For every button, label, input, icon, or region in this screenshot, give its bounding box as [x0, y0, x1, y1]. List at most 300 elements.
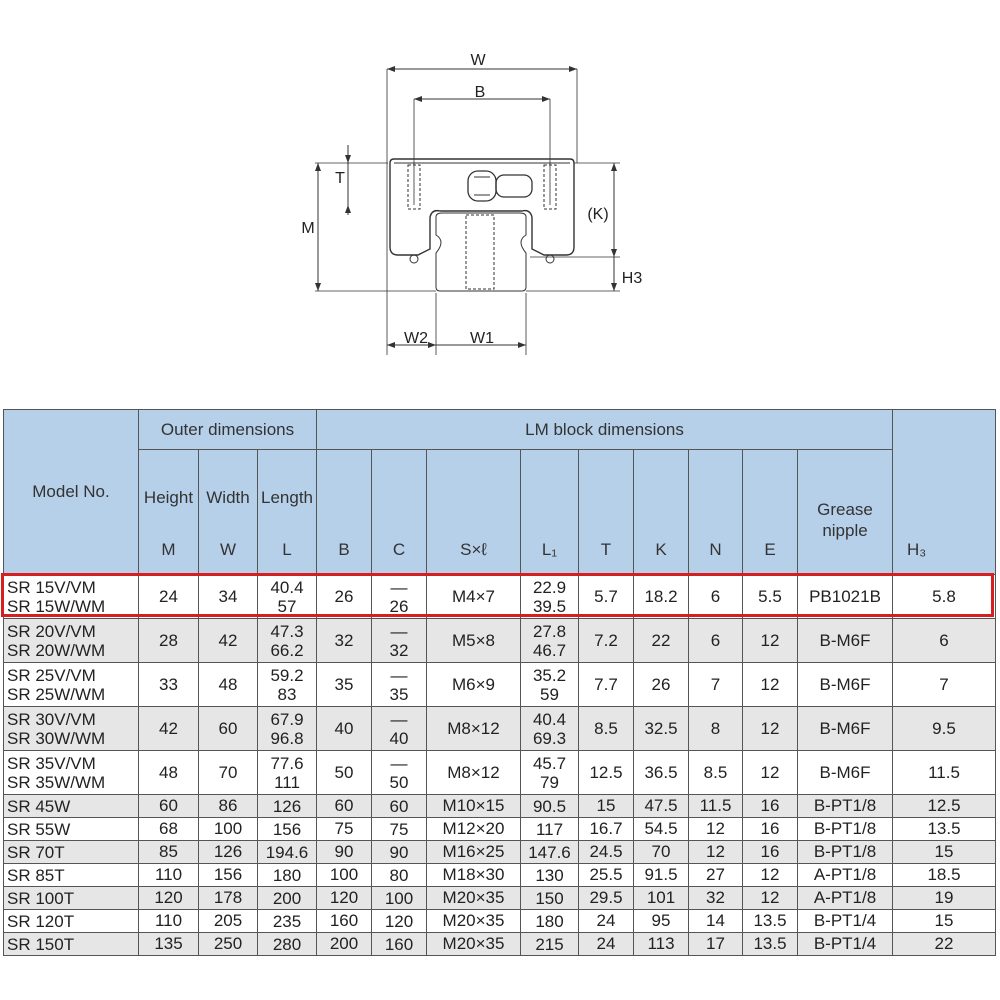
cell-T: 15: [579, 795, 634, 818]
cell-N: 32: [689, 887, 743, 910]
cell-model-line: SR 35W/WM: [7, 772, 106, 792]
cell-model-line: SR 30W/WM: [7, 728, 106, 748]
cell-L1: [521, 818, 579, 841]
cell-stack: [258, 866, 316, 885]
header-N-cell: [689, 450, 743, 575]
cell-C-line: 75: [389, 819, 409, 839]
cell-grease: A-PT1/8: [798, 864, 893, 887]
cell-stack: [521, 710, 578, 748]
cell-S: M20×35: [427, 933, 521, 956]
cell-L1: [521, 751, 579, 795]
cell-H3: 15: [893, 910, 996, 933]
table-row: [4, 887, 996, 910]
cell-stack: [7, 797, 138, 816]
cell-L-line: 67.9: [270, 709, 304, 729]
cell-stack: [7, 710, 138, 748]
cell-model: [4, 841, 139, 864]
cell-B: 32: [317, 619, 372, 663]
cell-stack: [372, 912, 426, 931]
cell-model-line: SR 20W/WM: [7, 640, 106, 660]
cell-model-line: SR 25V/VM: [7, 665, 96, 685]
cell-L-line: 96.8: [270, 728, 304, 748]
cell-stack: [7, 889, 138, 908]
cell-L1-line: 79: [540, 772, 559, 792]
cell-T: 16.7: [579, 818, 634, 841]
cell-stack: [258, 710, 316, 748]
cell-C: [372, 887, 427, 910]
cell-L1-line: 150: [535, 888, 564, 908]
cell-grease: B-PT1/8: [798, 795, 893, 818]
cell-N: 8.5: [689, 751, 743, 795]
cell-N: 12: [689, 841, 743, 864]
cell-E: 16: [743, 795, 798, 818]
cell-B: 160: [317, 910, 372, 933]
cell-C-line: 35: [389, 684, 409, 704]
cell-H3: 11.5: [893, 751, 996, 795]
cell-N: 7: [689, 663, 743, 707]
cell-C-line: 80: [389, 865, 409, 885]
cell-stack: [372, 622, 426, 660]
cell-L1: [521, 707, 579, 751]
cell-model: [4, 751, 139, 795]
cell-B: 200: [317, 933, 372, 956]
cell-C: [372, 575, 427, 619]
cell-C: [372, 818, 427, 841]
cell-K: 70: [634, 841, 689, 864]
cell-stack: [521, 820, 578, 839]
cell-model-line: SR 20V/VM: [7, 621, 96, 641]
cell-E: 12: [743, 707, 798, 751]
cell-L-line: 180: [272, 865, 302, 885]
cell-stack: [258, 578, 316, 616]
header-T: T: [600, 540, 612, 559]
cell-L1-line: 46.7: [532, 640, 567, 660]
cell-K: 113: [634, 933, 689, 956]
label-W2: W2: [404, 330, 428, 347]
cell-M: 60: [139, 795, 199, 818]
cell-T: 24: [579, 910, 634, 933]
cell-S: M8×12: [427, 707, 521, 751]
cell-M: 120: [139, 887, 199, 910]
cell-C: [372, 910, 427, 933]
dimension-table: [3, 409, 996, 956]
header-N: N: [709, 540, 722, 559]
header-W: W: [219, 540, 237, 559]
header-grease-nipple: Grease nipple: [817, 500, 873, 540]
cell-model-line: SR 100T: [7, 888, 75, 908]
cell-M: 68: [139, 818, 199, 841]
cell-C-line: 120: [384, 911, 414, 931]
cell-T: 7.7: [579, 663, 634, 707]
header-length: Length: [261, 488, 313, 507]
cell-grease: B-M6F: [798, 663, 893, 707]
cross-section-svg: [290, 45, 650, 360]
cell-C-line: 26: [389, 596, 409, 616]
cell-stack: [372, 866, 426, 885]
cell-S: M12×20: [427, 818, 521, 841]
cell-grease: B-PT1/8: [798, 818, 893, 841]
cell-S: M20×35: [427, 910, 521, 933]
label-K: (K): [587, 206, 609, 223]
cell-M: 33: [139, 663, 199, 707]
cell-L: [258, 751, 317, 795]
cell-stack: [372, 935, 426, 954]
cell-B: 50: [317, 751, 372, 795]
cell-L-line: 194.6: [265, 842, 309, 862]
cell-stack: [521, 797, 578, 816]
header-C: C: [392, 540, 406, 559]
cell-W: 100: [199, 818, 258, 841]
cell-C-line: 160: [384, 934, 414, 954]
cell-B: 60: [317, 795, 372, 818]
rail-outline: [436, 213, 526, 291]
header-h3: H₃: [907, 540, 927, 559]
cell-L-line: 59.2: [270, 665, 304, 685]
cell-stack: [521, 578, 578, 616]
cell-K: 91.5: [634, 864, 689, 887]
cell-S: M20×35: [427, 887, 521, 910]
cell-C: [372, 663, 427, 707]
cell-stack: [258, 754, 316, 792]
cell-E: 12: [743, 887, 798, 910]
cell-L1-line: 59: [540, 684, 559, 704]
cell-T: 5.7: [579, 575, 634, 619]
table-row: [4, 933, 996, 956]
cell-stack: [258, 797, 316, 816]
cell-M: 110: [139, 910, 199, 933]
cell-stack: [372, 843, 426, 862]
header-model-no: Model No.: [4, 410, 139, 575]
cell-grease: B-M6F: [798, 619, 893, 663]
cell-E: 12: [743, 619, 798, 663]
cell-H3: 6: [893, 619, 996, 663]
cell-model: [4, 663, 139, 707]
cell-L1: [521, 933, 579, 956]
cell-model-line: SR 70T: [7, 842, 65, 862]
cell-stack: [258, 820, 316, 839]
cell-M: 28: [139, 619, 199, 663]
cell-H3: 19: [893, 887, 996, 910]
cell-model-line: SR 85T: [7, 865, 65, 885]
cell-grease: PB1021B: [798, 575, 893, 619]
label-M: M: [301, 220, 315, 237]
cell-W: 34: [199, 575, 258, 619]
header-C-cell: [372, 450, 427, 575]
cell-L-line: 111: [274, 772, 300, 792]
cell-M: 85: [139, 841, 199, 864]
cell-L: [258, 933, 317, 956]
cell-stack: [372, 666, 426, 704]
cell-stack: [7, 754, 138, 792]
cell-C: [372, 707, 427, 751]
cell-L-line: 77.6: [270, 753, 304, 773]
cell-grease: B-M6F: [798, 751, 893, 795]
cell-model-line: SR 25W/WM: [7, 684, 106, 704]
header-K: K: [655, 540, 667, 559]
cell-S: M10×15: [427, 795, 521, 818]
cell-L1: [521, 663, 579, 707]
cell-C-line: 100: [384, 888, 414, 908]
table-row: [4, 575, 996, 619]
cell-L: [258, 575, 317, 619]
cell-stack: [258, 935, 316, 954]
header-T-cell: [579, 450, 634, 575]
cell-K: 18.2: [634, 575, 689, 619]
header-E: E: [764, 540, 776, 559]
cell-W: 156: [199, 864, 258, 887]
cell-B: 26: [317, 575, 372, 619]
cell-C-line: —: [390, 665, 408, 685]
cell-K: 95: [634, 910, 689, 933]
cell-model-line: SR 30V/VM: [7, 709, 96, 729]
cell-model-line: SR 15W/WM: [7, 596, 106, 616]
cell-W: 60: [199, 707, 258, 751]
cell-H3: 9.5: [893, 707, 996, 751]
cell-B: 90: [317, 841, 372, 864]
label-W: W: [470, 52, 486, 69]
cell-grease: A-PT1/8: [798, 887, 893, 910]
cell-model: [4, 795, 139, 818]
header-outer-dimensions: Outer dimensions: [139, 410, 317, 450]
cell-model: [4, 575, 139, 619]
cell-B: 35: [317, 663, 372, 707]
cell-L-line: 235: [272, 911, 302, 931]
cell-T: 7.2: [579, 619, 634, 663]
cell-B: 120: [317, 887, 372, 910]
header-height: Height: [143, 488, 194, 507]
cell-grease: B-PT1/8: [798, 841, 893, 864]
cell-T: 12.5: [579, 751, 634, 795]
cell-stack: [372, 889, 426, 908]
dimension-table-body: [4, 575, 996, 956]
cell-C-line: —: [390, 709, 408, 729]
cell-B: 75: [317, 818, 372, 841]
cell-L1-line: 69.3: [532, 728, 567, 748]
cell-stack: [372, 710, 426, 748]
cell-L1: [521, 887, 579, 910]
cell-B: 40: [317, 707, 372, 751]
cell-model-line: SR 120T: [7, 911, 75, 931]
cell-H3: 18.5: [893, 864, 996, 887]
header-E-cell: [743, 450, 798, 575]
cell-N: 14: [689, 910, 743, 933]
cell-stack: [521, 935, 578, 954]
cell-L: [258, 663, 317, 707]
cell-model: [4, 887, 139, 910]
cell-C: [372, 751, 427, 795]
cell-E: 12: [743, 864, 798, 887]
cell-M: 48: [139, 751, 199, 795]
cell-stack: [521, 889, 578, 908]
cell-stack: [372, 797, 426, 816]
cell-stack: [7, 820, 138, 839]
cell-stack: [372, 578, 426, 616]
cell-S: M4×7: [427, 575, 521, 619]
table-row: [4, 841, 996, 864]
cell-L1-line: 90.5: [532, 796, 567, 816]
cell-S: M18×30: [427, 864, 521, 887]
cell-C: [372, 795, 427, 818]
cell-C: [372, 619, 427, 663]
cell-N: 27: [689, 864, 743, 887]
cell-stack: [7, 935, 138, 954]
cell-N: 6: [689, 575, 743, 619]
cell-L1-line: 39.5: [532, 596, 567, 616]
header-height-cell: [139, 450, 199, 575]
cell-W: 250: [199, 933, 258, 956]
table-row: [4, 619, 996, 663]
cell-H3: 15: [893, 841, 996, 864]
cell-stack: [521, 912, 578, 931]
cell-H3: 13.5: [893, 818, 996, 841]
cell-model-line: SR 55W: [7, 819, 71, 839]
cell-W: 86: [199, 795, 258, 818]
cell-model: [4, 933, 139, 956]
cell-L1-line: 117: [535, 819, 564, 839]
cell-M: 110: [139, 864, 199, 887]
cell-M: 24: [139, 575, 199, 619]
table-row: [4, 910, 996, 933]
cell-stack: [258, 912, 316, 931]
cell-L1: [521, 864, 579, 887]
cell-E: 13.5: [743, 933, 798, 956]
header-SxL-cell: [427, 450, 521, 575]
header-h3-cell: [893, 410, 996, 575]
cell-model-line: SR 35V/VM: [7, 753, 96, 773]
cell-stack: [521, 666, 578, 704]
cell-M: 42: [139, 707, 199, 751]
cell-model-line: SR 15V/VM: [7, 577, 96, 597]
cell-stack: [521, 866, 578, 885]
cell-H3: 7: [893, 663, 996, 707]
cell-stack: [258, 666, 316, 704]
cell-N: 6: [689, 619, 743, 663]
cell-B: 100: [317, 864, 372, 887]
cell-stack: [258, 622, 316, 660]
table-row: [4, 707, 996, 751]
lm-block-outline: [390, 159, 574, 255]
header-L: L: [282, 540, 292, 559]
cell-N: 12: [689, 818, 743, 841]
cell-L: [258, 887, 317, 910]
cell-L-line: 40.4: [270, 577, 304, 597]
cell-L1-line: 22.9: [532, 577, 567, 597]
cell-L-line: 66.2: [270, 640, 304, 660]
cell-model-line: SR 150T: [7, 934, 75, 954]
cell-C-line: 90: [389, 842, 409, 862]
cell-C-line: 50: [389, 772, 409, 792]
cell-E: 12: [743, 751, 798, 795]
cell-L-line: 57: [277, 596, 297, 616]
cell-L-line: 200: [272, 888, 302, 908]
label-H3: H3: [621, 270, 643, 287]
cell-grease: B-PT1/4: [798, 910, 893, 933]
cell-E: 16: [743, 818, 798, 841]
cell-T: 8.5: [579, 707, 634, 751]
cell-K: 101: [634, 887, 689, 910]
cell-L: [258, 841, 317, 864]
cell-C-line: —: [390, 621, 408, 641]
cell-T: 24: [579, 933, 634, 956]
cell-H3: 5.8: [893, 575, 996, 619]
cell-stack: [372, 754, 426, 792]
cell-N: 17: [689, 933, 743, 956]
cell-model: [4, 910, 139, 933]
table-row: [4, 795, 996, 818]
cell-grease: B-PT1/4: [798, 933, 893, 956]
cell-grease: B-M6F: [798, 707, 893, 751]
cell-N: 8: [689, 707, 743, 751]
cell-stack: [7, 578, 138, 616]
header-lm-block-dimensions: LM block dimensions: [317, 410, 893, 450]
table-row: [4, 864, 996, 887]
cell-T: 24.5: [579, 841, 634, 864]
cell-L1: [521, 619, 579, 663]
cell-L: [258, 864, 317, 887]
cell-L1-line: 40.4: [532, 709, 567, 729]
cell-C-line: 60: [389, 796, 409, 816]
table-row: [4, 751, 996, 795]
cell-stack: [7, 866, 138, 885]
header-length-cell: [258, 450, 317, 575]
cell-T: 25.5: [579, 864, 634, 887]
cell-L1-line: 27.8: [532, 621, 567, 641]
header-K-cell: [634, 450, 689, 575]
header-B: B: [338, 540, 350, 559]
cell-L: [258, 910, 317, 933]
header-grease-cell: [798, 450, 893, 575]
cell-L1-line: 147.6: [528, 842, 571, 862]
header-SxL: S×ℓ: [460, 540, 487, 559]
label-T: T: [335, 170, 345, 187]
cell-stack: [7, 912, 138, 931]
cell-K: 54.5: [634, 818, 689, 841]
cell-E: 13.5: [743, 910, 798, 933]
cell-S: M8×12: [427, 751, 521, 795]
cell-M: 135: [139, 933, 199, 956]
label-W1: W1: [470, 330, 494, 347]
cell-L: [258, 795, 317, 818]
header-width: Width: [206, 488, 250, 507]
cell-L1: [521, 841, 579, 864]
cell-model: [4, 619, 139, 663]
cell-model: [4, 864, 139, 887]
cell-L-line: 126: [272, 796, 302, 816]
cell-stack: [7, 666, 138, 704]
cell-W: 178: [199, 887, 258, 910]
cell-W: 205: [199, 910, 258, 933]
cell-K: 22: [634, 619, 689, 663]
cell-L1-line: 180: [535, 911, 564, 931]
header-B-cell: [317, 450, 372, 575]
cell-C-line: —: [390, 577, 408, 597]
cell-stack: [7, 622, 138, 660]
cell-K: 47.5: [634, 795, 689, 818]
cell-C-line: 32: [389, 640, 409, 660]
cell-C-line: —: [390, 753, 408, 773]
cell-L1: [521, 575, 579, 619]
cell-stack: [372, 820, 426, 839]
header-L1-cell: [521, 450, 579, 575]
cell-S: M5×8: [427, 619, 521, 663]
cell-L1-line: 45.7: [532, 753, 567, 773]
cell-K: 36.5: [634, 751, 689, 795]
cell-L-line: 83: [277, 684, 297, 704]
cell-L1-line: 130: [535, 865, 564, 885]
cell-stack: [7, 843, 138, 862]
cell-W: 126: [199, 841, 258, 864]
cell-L-line: 156: [272, 819, 302, 839]
